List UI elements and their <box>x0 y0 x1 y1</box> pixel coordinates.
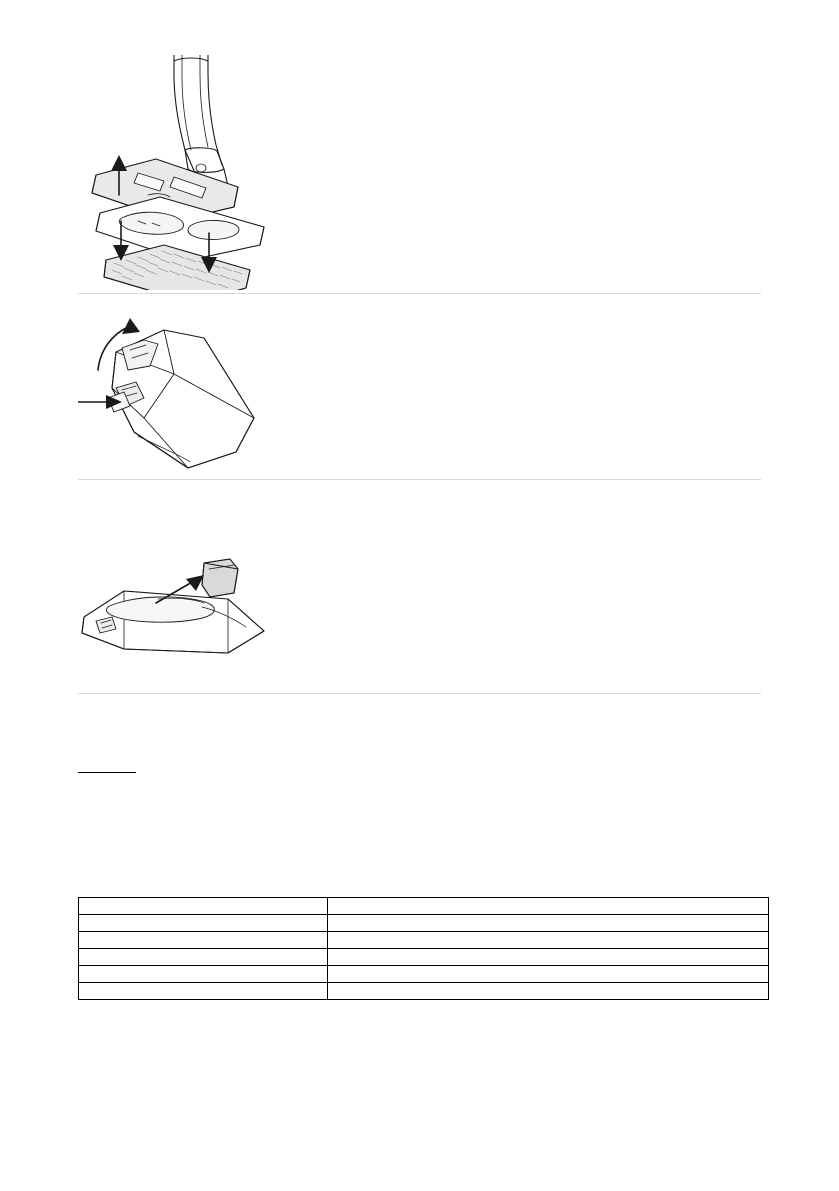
table-cell-value <box>328 915 769 932</box>
table-cell-value <box>328 932 769 949</box>
table-cell-value <box>328 983 769 1000</box>
table-row <box>79 966 769 983</box>
table-cell-label <box>79 949 328 966</box>
table-row <box>79 915 769 932</box>
table-cell-value <box>328 949 769 966</box>
mop-head-latch-release-diagram <box>78 310 278 470</box>
table-row <box>79 932 769 949</box>
section-heading-underline <box>78 772 136 773</box>
mop-head-pad-removal-diagram <box>78 55 308 290</box>
divider-1 <box>78 293 761 294</box>
table-cell-label <box>79 983 328 1000</box>
table-cell-value <box>328 898 769 915</box>
table-cell-label <box>79 966 328 983</box>
divider-3 <box>78 693 761 694</box>
table-cell-label <box>79 915 328 932</box>
table-row <box>79 898 769 915</box>
mop-head-tank-removal-diagram <box>78 555 273 665</box>
page-title <box>78 752 278 768</box>
table-cell-label <box>79 932 328 949</box>
specification-table <box>78 897 769 1000</box>
table-cell-value <box>328 966 769 983</box>
table-row <box>79 949 769 966</box>
table-cell-label <box>79 898 328 915</box>
table-row <box>79 983 769 1000</box>
specification-table-body <box>79 898 769 1000</box>
divider-2 <box>78 479 761 480</box>
